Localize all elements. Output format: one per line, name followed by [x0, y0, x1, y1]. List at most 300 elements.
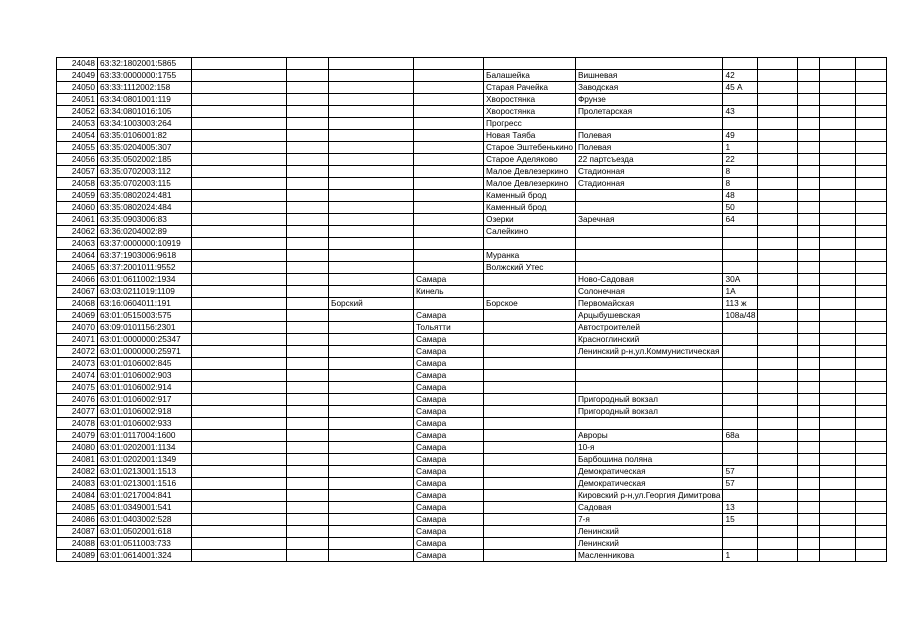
table-cell[interactable] — [856, 370, 887, 382]
table-cell[interactable] — [820, 430, 856, 442]
table-cell[interactable] — [329, 250, 414, 262]
table-cell[interactable] — [798, 142, 820, 154]
row-number-cell[interactable]: 24085 — [57, 502, 98, 514]
table-cell[interactable] — [414, 250, 484, 262]
row-number-cell[interactable]: 24062 — [57, 226, 98, 238]
table-cell[interactable] — [758, 190, 798, 202]
table-cell[interactable] — [798, 118, 820, 130]
table-cell[interactable]: Автостроителей — [575, 322, 723, 334]
table-cell[interactable]: Тольятти — [414, 322, 484, 334]
table-cell[interactable] — [758, 526, 798, 538]
table-cell[interactable]: 63:32:1802001:5865 — [98, 58, 192, 70]
table-cell[interactable] — [287, 310, 329, 322]
table-cell[interactable] — [856, 502, 887, 514]
row-number-cell[interactable]: 24048 — [57, 58, 98, 70]
table-cell[interactable]: 63:35:0502002:185 — [98, 154, 192, 166]
table-cell[interactable] — [287, 118, 329, 130]
table-cell[interactable] — [192, 466, 287, 478]
table-cell[interactable] — [820, 310, 856, 322]
table-cell[interactable] — [856, 166, 887, 178]
table-cell[interactable] — [798, 214, 820, 226]
table-cell[interactable] — [192, 502, 287, 514]
table-cell[interactable] — [856, 250, 887, 262]
table-cell[interactable] — [414, 106, 484, 118]
table-cell[interactable] — [723, 322, 758, 334]
table-cell[interactable]: Вишневая — [575, 70, 723, 82]
table-cell[interactable] — [856, 154, 887, 166]
table-cell[interactable] — [758, 418, 798, 430]
table-cell[interactable]: 63:01:0511003:733 — [98, 538, 192, 550]
table-cell[interactable] — [820, 142, 856, 154]
table-cell[interactable]: 63:35:0802024:481 — [98, 190, 192, 202]
table-cell[interactable] — [329, 514, 414, 526]
table-cell[interactable]: Солонечная — [575, 286, 723, 298]
table-cell[interactable] — [414, 82, 484, 94]
table-cell[interactable] — [758, 250, 798, 262]
table-cell[interactable] — [820, 526, 856, 538]
table-cell[interactable] — [287, 106, 329, 118]
table-cell[interactable] — [484, 502, 576, 514]
table-cell[interactable] — [758, 142, 798, 154]
table-cell[interactable] — [798, 418, 820, 430]
table-cell[interactable] — [287, 370, 329, 382]
table-cell[interactable] — [192, 370, 287, 382]
table-cell[interactable]: Прогресс — [484, 118, 576, 130]
table-cell[interactable] — [414, 130, 484, 142]
table-cell[interactable]: 57 — [723, 478, 758, 490]
table-cell[interactable] — [758, 490, 798, 502]
table-cell[interactable]: 63:35:0702003:115 — [98, 178, 192, 190]
table-cell[interactable] — [329, 502, 414, 514]
table-cell[interactable]: Ленинский — [575, 526, 723, 538]
table-cell[interactable]: Пригородный вокзал — [575, 406, 723, 418]
table-cell[interactable]: 63:35:0702003:112 — [98, 166, 192, 178]
table-cell[interactable]: Полевая — [575, 130, 723, 142]
table-cell[interactable] — [856, 262, 887, 274]
table-cell[interactable] — [484, 274, 576, 286]
table-cell[interactable] — [329, 490, 414, 502]
table-cell[interactable] — [856, 514, 887, 526]
table-cell[interactable]: 22 — [723, 154, 758, 166]
table-cell[interactable] — [723, 118, 758, 130]
table-cell[interactable] — [798, 226, 820, 238]
table-cell[interactable] — [798, 190, 820, 202]
table-cell[interactable]: Самара — [414, 382, 484, 394]
table-cell[interactable] — [287, 130, 329, 142]
table-cell[interactable] — [329, 190, 414, 202]
table-cell[interactable] — [287, 190, 329, 202]
row-number-cell[interactable]: 24057 — [57, 166, 98, 178]
table-cell[interactable] — [329, 238, 414, 250]
row-number-cell[interactable]: 24054 — [57, 130, 98, 142]
table-cell[interactable] — [192, 514, 287, 526]
table-cell[interactable] — [329, 274, 414, 286]
table-cell[interactable] — [820, 466, 856, 478]
table-cell[interactable] — [192, 70, 287, 82]
table-cell[interactable]: Демократическая — [575, 478, 723, 490]
table-cell[interactable] — [192, 526, 287, 538]
table-cell[interactable]: Пролетарская — [575, 106, 723, 118]
row-number-cell[interactable]: 24060 — [57, 202, 98, 214]
table-cell[interactable] — [484, 418, 576, 430]
table-cell[interactable] — [820, 130, 856, 142]
row-number-cell[interactable]: 24077 — [57, 406, 98, 418]
table-cell[interactable] — [820, 418, 856, 430]
table-cell[interactable] — [192, 478, 287, 490]
table-cell[interactable] — [758, 382, 798, 394]
table-cell[interactable] — [287, 394, 329, 406]
table-cell[interactable] — [192, 298, 287, 310]
table-cell[interactable] — [192, 154, 287, 166]
table-cell[interactable]: 63:36:0204002:89 — [98, 226, 192, 238]
table-cell[interactable] — [820, 502, 856, 514]
table-cell[interactable] — [758, 202, 798, 214]
row-number-cell[interactable]: 24073 — [57, 358, 98, 370]
table-cell[interactable] — [820, 286, 856, 298]
table-cell[interactable]: 63:01:0106002:903 — [98, 370, 192, 382]
table-cell[interactable] — [484, 550, 576, 562]
table-cell[interactable] — [575, 262, 723, 274]
table-cell[interactable] — [484, 322, 576, 334]
table-cell[interactable]: 50 — [723, 202, 758, 214]
table-cell[interactable]: Борское — [484, 298, 576, 310]
table-cell[interactable] — [484, 430, 576, 442]
table-cell[interactable] — [758, 94, 798, 106]
table-cell[interactable]: 63:01:0106002:914 — [98, 382, 192, 394]
table-cell[interactable] — [820, 478, 856, 490]
row-number-cell[interactable]: 24050 — [57, 82, 98, 94]
table-cell[interactable]: 49 — [723, 130, 758, 142]
table-cell[interactable] — [758, 310, 798, 322]
table-cell[interactable] — [856, 526, 887, 538]
table-cell[interactable] — [287, 238, 329, 250]
table-cell[interactable] — [329, 82, 414, 94]
row-number-cell[interactable]: 24082 — [57, 466, 98, 478]
table-cell[interactable]: Красноглинский — [575, 334, 723, 346]
table-cell[interactable] — [798, 166, 820, 178]
table-cell[interactable] — [329, 394, 414, 406]
table-cell[interactable]: 63:01:0217004:841 — [98, 490, 192, 502]
table-cell[interactable]: 63:01:0106002:917 — [98, 394, 192, 406]
table-cell[interactable] — [329, 478, 414, 490]
table-cell[interactable]: 63:09:0101156:2301 — [98, 322, 192, 334]
table-cell[interactable]: 68а — [723, 430, 758, 442]
table-cell[interactable] — [484, 382, 576, 394]
table-cell[interactable]: 64 — [723, 214, 758, 226]
table-cell[interactable] — [414, 154, 484, 166]
table-cell[interactable] — [798, 250, 820, 262]
table-cell[interactable] — [414, 298, 484, 310]
table-cell[interactable]: Ленинский р-н,ул.Коммунистическая — [575, 346, 723, 358]
table-cell[interactable] — [798, 286, 820, 298]
table-cell[interactable] — [575, 202, 723, 214]
table-cell[interactable]: 63:33:1112002:158 — [98, 82, 192, 94]
table-cell[interactable]: 63:01:0611002:1934 — [98, 274, 192, 286]
table-cell[interactable] — [484, 334, 576, 346]
table-cell[interactable] — [820, 382, 856, 394]
table-cell[interactable] — [798, 346, 820, 358]
table-cell[interactable] — [287, 334, 329, 346]
table-cell[interactable]: 63:35:0903006:83 — [98, 214, 192, 226]
table-cell[interactable]: Самара — [414, 430, 484, 442]
table-cell[interactable] — [723, 394, 758, 406]
table-cell[interactable]: Борский — [329, 298, 414, 310]
row-number-cell[interactable]: 24087 — [57, 526, 98, 538]
table-cell[interactable] — [329, 358, 414, 370]
table-cell[interactable] — [820, 166, 856, 178]
table-cell[interactable] — [287, 406, 329, 418]
table-cell[interactable] — [484, 454, 576, 466]
table-cell[interactable]: 63:01:0117004:1600 — [98, 430, 192, 442]
table-cell[interactable] — [287, 142, 329, 154]
table-cell[interactable] — [820, 550, 856, 562]
table-cell[interactable] — [575, 190, 723, 202]
table-cell[interactable] — [798, 370, 820, 382]
table-cell[interactable] — [856, 478, 887, 490]
table-cell[interactable] — [798, 514, 820, 526]
table-cell[interactable]: 63:01:0403002:528 — [98, 514, 192, 526]
row-number-cell[interactable]: 24072 — [57, 346, 98, 358]
row-number-cell[interactable]: 24089 — [57, 550, 98, 562]
table-cell[interactable]: 63:01:0000000:25971 — [98, 346, 192, 358]
table-cell[interactable]: 13 — [723, 502, 758, 514]
table-cell[interactable] — [856, 466, 887, 478]
table-cell[interactable] — [484, 394, 576, 406]
table-cell[interactable] — [414, 238, 484, 250]
table-cell[interactable] — [820, 514, 856, 526]
table-cell[interactable] — [820, 370, 856, 382]
table-cell[interactable] — [820, 442, 856, 454]
table-cell[interactable] — [484, 346, 576, 358]
table-cell[interactable] — [575, 418, 723, 430]
table-cell[interactable] — [758, 154, 798, 166]
table-cell[interactable] — [820, 250, 856, 262]
table-cell[interactable]: 10-я — [575, 442, 723, 454]
table-cell[interactable] — [287, 178, 329, 190]
table-cell[interactable] — [414, 226, 484, 238]
table-cell[interactable] — [856, 70, 887, 82]
table-cell[interactable] — [820, 538, 856, 550]
table-cell[interactable] — [287, 82, 329, 94]
table-cell[interactable] — [856, 550, 887, 562]
table-cell[interactable] — [856, 202, 887, 214]
table-cell[interactable]: 63:35:0204005:307 — [98, 142, 192, 154]
table-cell[interactable]: Салейкино — [484, 226, 576, 238]
table-cell[interactable] — [798, 178, 820, 190]
table-cell[interactable]: Самара — [414, 370, 484, 382]
table-cell[interactable] — [723, 250, 758, 262]
table-cell[interactable] — [798, 334, 820, 346]
table-cell[interactable] — [798, 310, 820, 322]
table-cell[interactable] — [798, 202, 820, 214]
table-cell[interactable] — [484, 370, 576, 382]
table-cell[interactable]: 57 — [723, 466, 758, 478]
table-cell[interactable] — [758, 82, 798, 94]
row-number-cell[interactable]: 24088 — [57, 538, 98, 550]
table-cell[interactable] — [484, 358, 576, 370]
table-cell[interactable] — [192, 418, 287, 430]
table-cell[interactable] — [192, 322, 287, 334]
table-cell[interactable] — [758, 454, 798, 466]
table-cell[interactable] — [798, 382, 820, 394]
table-cell[interactable]: Балашейка — [484, 70, 576, 82]
row-number-cell[interactable]: 24081 — [57, 454, 98, 466]
table-cell[interactable] — [287, 166, 329, 178]
table-cell[interactable]: 1 — [723, 142, 758, 154]
table-cell[interactable]: 1 — [723, 550, 758, 562]
table-cell[interactable] — [856, 454, 887, 466]
table-cell[interactable] — [758, 58, 798, 70]
table-cell[interactable] — [723, 358, 758, 370]
table-cell[interactable] — [723, 406, 758, 418]
table-cell[interactable] — [758, 286, 798, 298]
table-cell[interactable] — [287, 502, 329, 514]
table-cell[interactable] — [192, 130, 287, 142]
table-cell[interactable]: 63:37:0000000:10919 — [98, 238, 192, 250]
table-cell[interactable] — [856, 178, 887, 190]
table-cell[interactable] — [798, 130, 820, 142]
table-cell[interactable] — [758, 430, 798, 442]
table-cell[interactable] — [820, 394, 856, 406]
table-cell[interactable] — [856, 442, 887, 454]
table-cell[interactable] — [192, 190, 287, 202]
table-cell[interactable] — [287, 58, 329, 70]
row-number-cell[interactable]: 24049 — [57, 70, 98, 82]
table-cell[interactable]: Самара — [414, 526, 484, 538]
table-cell[interactable] — [758, 346, 798, 358]
table-cell[interactable] — [192, 118, 287, 130]
table-cell[interactable]: 63:01:0614001:324 — [98, 550, 192, 562]
table-cell[interactable] — [723, 538, 758, 550]
table-cell[interactable]: Самара — [414, 406, 484, 418]
table-cell[interactable]: Полевая — [575, 142, 723, 154]
table-cell[interactable]: Самара — [414, 454, 484, 466]
table-cell[interactable] — [287, 526, 329, 538]
table-cell[interactable]: Малое Девлезеркино — [484, 166, 576, 178]
table-cell[interactable] — [758, 226, 798, 238]
table-cell[interactable] — [192, 202, 287, 214]
table-cell[interactable]: 63:01:0106002:918 — [98, 406, 192, 418]
table-cell[interactable] — [723, 226, 758, 238]
table-cell[interactable]: Муранка — [484, 250, 576, 262]
table-cell[interactable] — [798, 502, 820, 514]
table-cell[interactable] — [798, 154, 820, 166]
row-number-cell[interactable]: 24063 — [57, 238, 98, 250]
table-cell[interactable] — [723, 454, 758, 466]
table-cell[interactable]: Старое Аделяково — [484, 154, 576, 166]
table-cell[interactable] — [798, 454, 820, 466]
table-cell[interactable] — [414, 214, 484, 226]
table-cell[interactable] — [798, 538, 820, 550]
table-cell[interactable] — [287, 454, 329, 466]
table-cell[interactable] — [192, 538, 287, 550]
table-cell[interactable]: 63:01:0349001:541 — [98, 502, 192, 514]
table-cell[interactable]: 45 А — [723, 82, 758, 94]
table-cell[interactable] — [758, 262, 798, 274]
table-cell[interactable] — [723, 262, 758, 274]
table-cell[interactable] — [758, 538, 798, 550]
table-cell[interactable] — [192, 214, 287, 226]
table-cell[interactable] — [820, 346, 856, 358]
row-number-cell[interactable]: 24076 — [57, 394, 98, 406]
table-cell[interactable] — [192, 358, 287, 370]
table-cell[interactable] — [484, 478, 576, 490]
table-cell[interactable]: 63:34:0801001:119 — [98, 94, 192, 106]
table-cell[interactable]: 63:01:0515003:575 — [98, 310, 192, 322]
table-cell[interactable] — [329, 418, 414, 430]
table-cell[interactable] — [758, 394, 798, 406]
table-cell[interactable] — [192, 226, 287, 238]
table-cell[interactable]: 63:01:0202001:1349 — [98, 454, 192, 466]
table-cell[interactable]: Стадионная — [575, 178, 723, 190]
table-cell[interactable] — [798, 442, 820, 454]
table-cell[interactable] — [287, 538, 329, 550]
row-number-cell[interactable]: 24074 — [57, 370, 98, 382]
table-cell[interactable] — [414, 142, 484, 154]
table-cell[interactable] — [856, 214, 887, 226]
table-cell[interactable] — [798, 406, 820, 418]
table-cell[interactable] — [329, 370, 414, 382]
row-number-cell[interactable]: 24061 — [57, 214, 98, 226]
table-cell[interactable] — [329, 142, 414, 154]
row-number-cell[interactable]: 24070 — [57, 322, 98, 334]
row-number-cell[interactable]: 24065 — [57, 262, 98, 274]
table-cell[interactable] — [798, 262, 820, 274]
table-cell[interactable] — [329, 262, 414, 274]
table-cell[interactable] — [758, 502, 798, 514]
table-cell[interactable] — [287, 262, 329, 274]
table-cell[interactable]: Заречная — [575, 214, 723, 226]
table-cell[interactable] — [287, 154, 329, 166]
table-cell[interactable]: 63:37:1903006:9618 — [98, 250, 192, 262]
table-cell[interactable] — [192, 406, 287, 418]
table-cell[interactable] — [856, 286, 887, 298]
table-cell[interactable]: Самара — [414, 442, 484, 454]
table-cell[interactable] — [575, 358, 723, 370]
table-cell[interactable] — [575, 370, 723, 382]
row-number-cell[interactable]: 24056 — [57, 154, 98, 166]
table-cell[interactable]: Самара — [414, 358, 484, 370]
table-cell[interactable] — [723, 490, 758, 502]
table-cell[interactable] — [856, 418, 887, 430]
table-cell[interactable] — [484, 538, 576, 550]
table-cell[interactable] — [758, 442, 798, 454]
table-cell[interactable] — [192, 430, 287, 442]
table-cell[interactable]: Заводская — [575, 82, 723, 94]
row-number-cell[interactable]: 24064 — [57, 250, 98, 262]
table-cell[interactable] — [856, 130, 887, 142]
table-cell[interactable] — [192, 178, 287, 190]
table-cell[interactable] — [329, 406, 414, 418]
table-cell[interactable] — [758, 334, 798, 346]
table-cell[interactable] — [192, 490, 287, 502]
table-cell[interactable] — [192, 106, 287, 118]
row-number-cell[interactable]: 24078 — [57, 418, 98, 430]
table-cell[interactable] — [287, 550, 329, 562]
table-cell[interactable] — [192, 346, 287, 358]
table-cell[interactable] — [329, 166, 414, 178]
table-cell[interactable]: 63:01:0213001:1513 — [98, 466, 192, 478]
table-cell[interactable] — [758, 550, 798, 562]
row-number-cell[interactable]: 24059 — [57, 190, 98, 202]
table-cell[interactable] — [287, 430, 329, 442]
table-cell[interactable]: 63:01:0213001:1516 — [98, 478, 192, 490]
table-cell[interactable] — [287, 382, 329, 394]
table-cell[interactable] — [329, 382, 414, 394]
table-cell[interactable] — [287, 514, 329, 526]
table-cell[interactable] — [820, 106, 856, 118]
table-cell[interactable] — [758, 118, 798, 130]
